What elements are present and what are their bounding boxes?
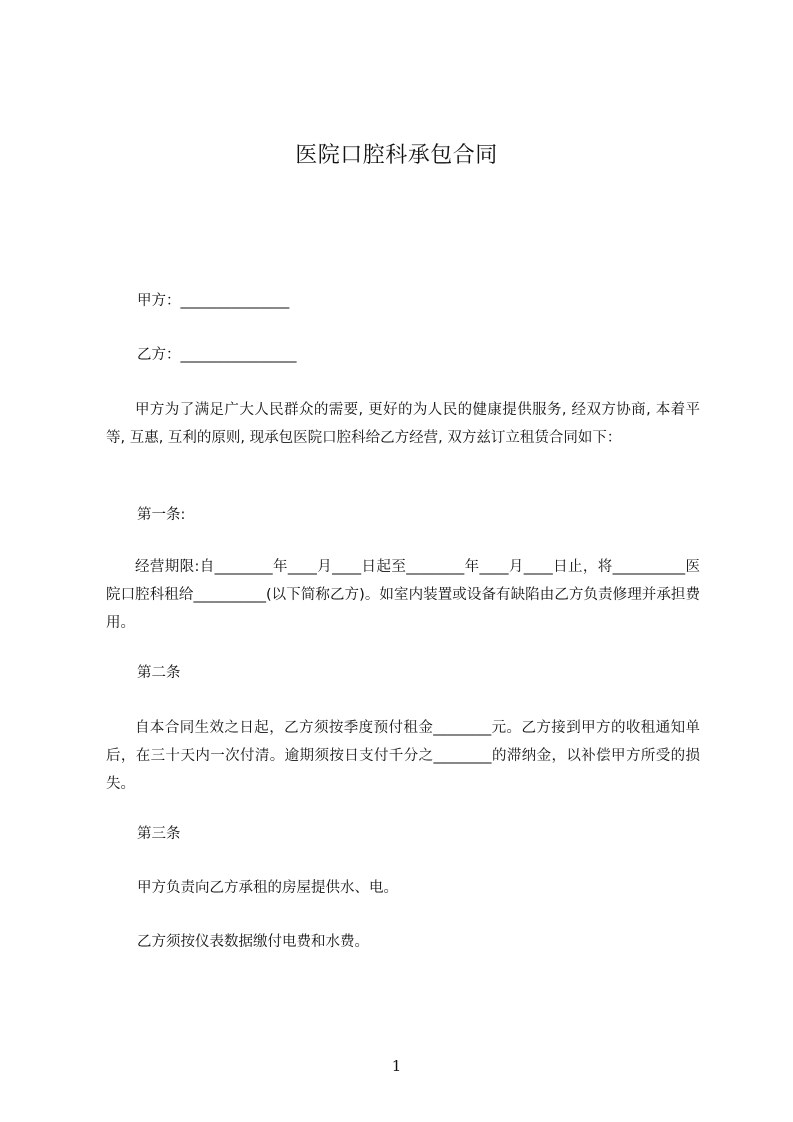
article-3-heading: 第三条	[137, 826, 181, 842]
intro-paragraph: 甲方为了满足广大人民群众的需要, 更好的为人民的健康提供服务, 经双方协商, 本着平等, 互惠, 互利的原则, 现承包医院口腔科给乙方经营, 双方兹订立租赁合同如下：	[106, 402, 700, 446]
article-2-paragraph: 自本合同生效之日起，乙方须按季度预付租金________元。乙方接到甲方的收租通知单后，在三十天内一次付清。逾期须按日支付千分之________的滞纳金，以补偿甲方所受的损失。	[106, 720, 700, 792]
party-b-line: 乙方：________________	[137, 347, 297, 363]
article-1-paragraph: 经营期限:自________年____月____日起至________年____月____日止，将__________医院口腔科租给__________(以下简称乙方)。如室内装置或设备有缺陷由乙方负责修理并承担费用。	[106, 559, 700, 631]
page-number: 1	[391, 1057, 402, 1075]
article-2-heading: 第二条	[137, 665, 181, 681]
article-1-heading: 第一条:	[137, 507, 186, 523]
party-a-line: 甲方：_______________	[137, 293, 290, 309]
article-3-line-2: 乙方须按仪表数据缴付电费和水费。	[137, 934, 369, 950]
article-3-line-1: 甲方负责向乙方承租的房屋提供水、电。	[137, 880, 398, 896]
document-title: 医院口腔科承包合同	[295, 143, 498, 168]
